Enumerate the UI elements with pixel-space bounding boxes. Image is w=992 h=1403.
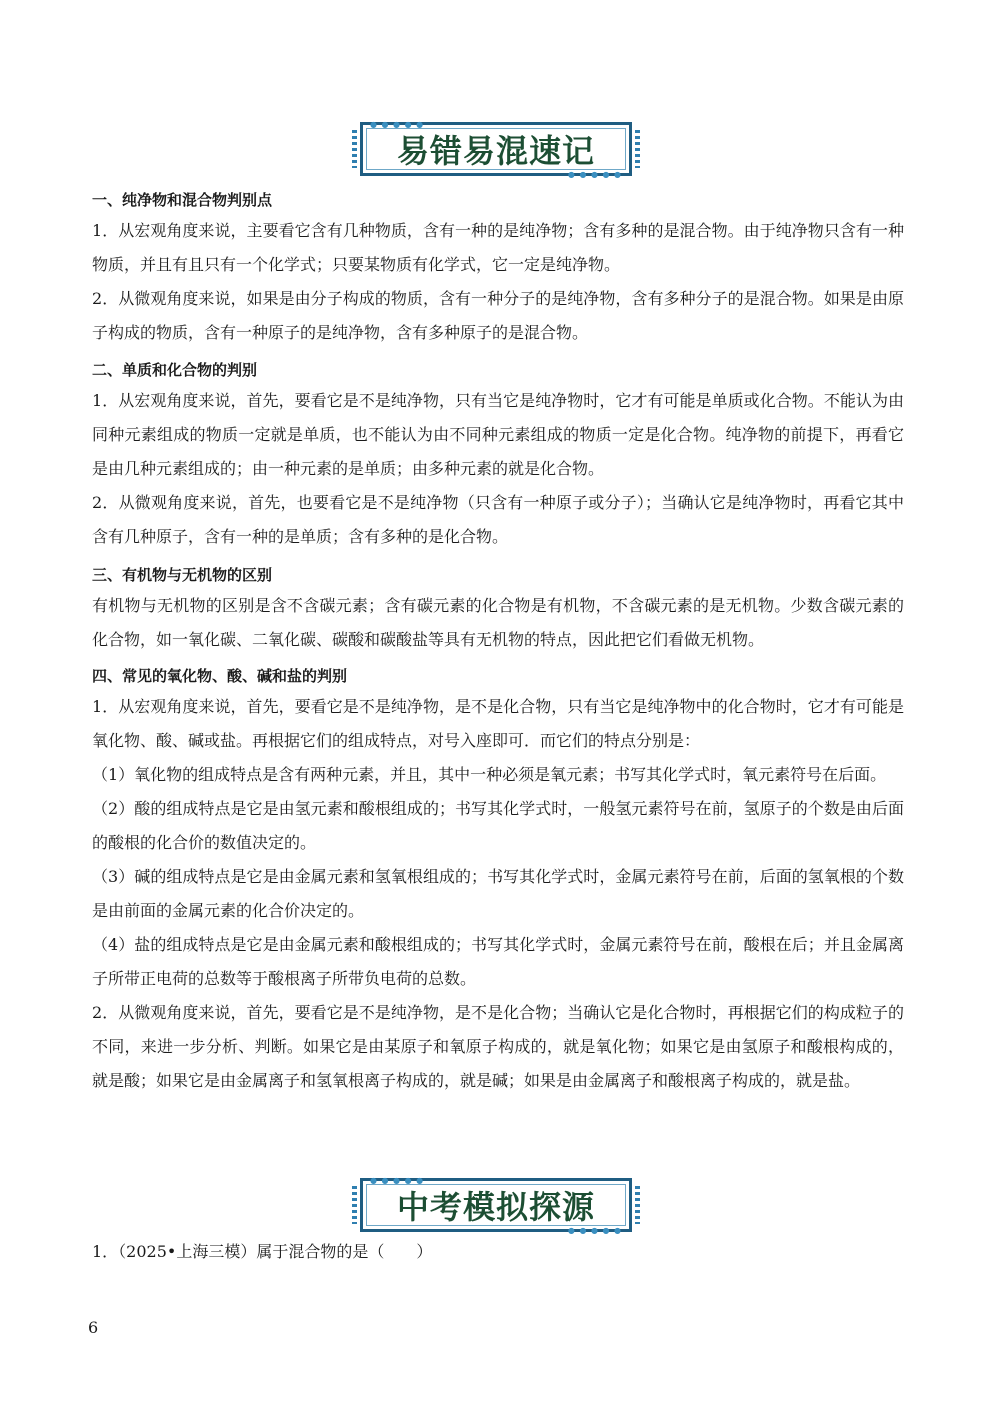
banner-decoration [352,1186,357,1224]
section-1 [92,189,904,350]
section-3 [92,564,904,657]
banner-dots-decoration: ● ● ● ● ● [567,1226,622,1235]
question-1: 1．（2025•上海三模）属于混合物的是（ ） [92,1242,433,1261]
banner-exam-simulation [360,1176,632,1235]
paragraph: （4）盐的组成特点是它是由金属元素和酸根组成的；书写其化学式时，金属元素符号在前，酸根在后；并且金属离子所带正电荷的总数等于酸根离子所带负电荷的总数。 [92,935,904,988]
paragraph: 1．从宏观角度来说，主要看它含有几种物质，含有一种的是纯净物；含有多种的是混合物。由于纯净物只含有一种物质，并且有且只有一个化学式；只要某物质有化学式，它一定是纯净物。 [92,221,904,274]
banner-decoration [635,130,640,168]
banner-title: 易错易混速记 [396,132,595,170]
banner-dots-decoration: ● ● ● ● ● [370,1176,425,1185]
paragraph: （3）碱的组成特点是它是由金属元素和氢氧根组成的；书写其化学式时，金属元素符号在前，后面的氢氧根的个数是由前面的金属元素的化合价决定的。 [92,867,904,920]
paragraph: 2．从微观角度来说，首先，也要看它是不是纯净物（只含有一种原子或分子）；当确认它是纯净物时，再看它其中含有几种原子，含有一种的是单质；含有多种的是化合物。 [92,493,904,546]
section-2 [92,359,904,554]
paragraph: 1．从宏观角度来说，首先，要看它是不是纯净物，只有当它是纯净物时，它才有可能是单质或化合物。不能认为由同种元素组成的物质一定就是单质，也不能认为由不同种元素组成的物质一定是化合物。纯净物的前提下，再看它是由几种元素组成的；由一种元素的是单质；由多种元素的就是化合物。 [92,391,904,478]
paragraph: 2．从微观角度来说，如果是由分子构成的物质，含有一种分子的是纯净物，含有多种分子的是混合物。如果是由原子构成的物质，含有一种原子的是纯净物，含有多种原子的是混合物。 [92,289,904,342]
paragraph: （2）酸的组成特点是它是由氢元素和酸根组成的；书写其化学式时，一般氢元素符号在前，氢原子的个数是由后面的酸根的化合价的数值决定的。 [92,799,904,852]
banner-decoration [635,1186,640,1224]
banner-dots-decoration: ● ● ● ● ● [567,170,622,179]
paragraph: 有机物与无机物的区别是含不含碳元素；含有碳元素的化合物是有机物，不含碳元素的是无机物。少数含碳元素的化合物，如一氧化碳、二氧化碳、碳酸和碳酸盐等具有无机物的特点，因此把它们看做无机物。 [92,596,904,649]
section-heading: 四、常见的氧化物、酸、碱和盐的判别 [92,667,348,685]
page-number: 6 [88,1318,99,1337]
banner-dots-decoration: ● ● ● ● ● [370,120,425,129]
paragraph: （1）氧化物的组成特点是含有两种元素，并且，其中一种必须是氧元素；书写其化学式时，氧元素符号在后面。 [92,765,887,784]
banner-decoration [352,130,357,168]
banner-error-prone-notes [360,120,632,179]
section-heading: 二、单质和化合物的判别 [92,361,258,379]
section-4 [92,665,904,1098]
paragraph: 1．从宏观角度来说，首先，要看它是不是纯净物，是不是化合物，只有当它是纯净物中的化合物时，它才有可能是氧化物、酸、碱或盐。再根据它们的组成特点，对号入座即可．而它们的特点分别是： [92,697,904,750]
paragraph: 2．从微观角度来说，首先，要看它是不是纯净物，是不是化合物；当确认它是化合物时，再根据它们的构成粒子的不同，来进一步分析、判断。如果它是由某原子和氧原子构成的，就是氧化物；如果它是由氢原子和酸根构成的，就是酸；如果它是由金属离子和氢氧根离子构成的，就是碱；如果是由金属离子和酸根离子构成的，就是盐。 [92,1003,904,1090]
banner-title: 中考模拟探源 [396,1188,595,1226]
section-heading: 一、纯净物和混合物判别点 [92,191,273,209]
section-heading: 三、有机物与无机物的区别 [92,566,273,584]
